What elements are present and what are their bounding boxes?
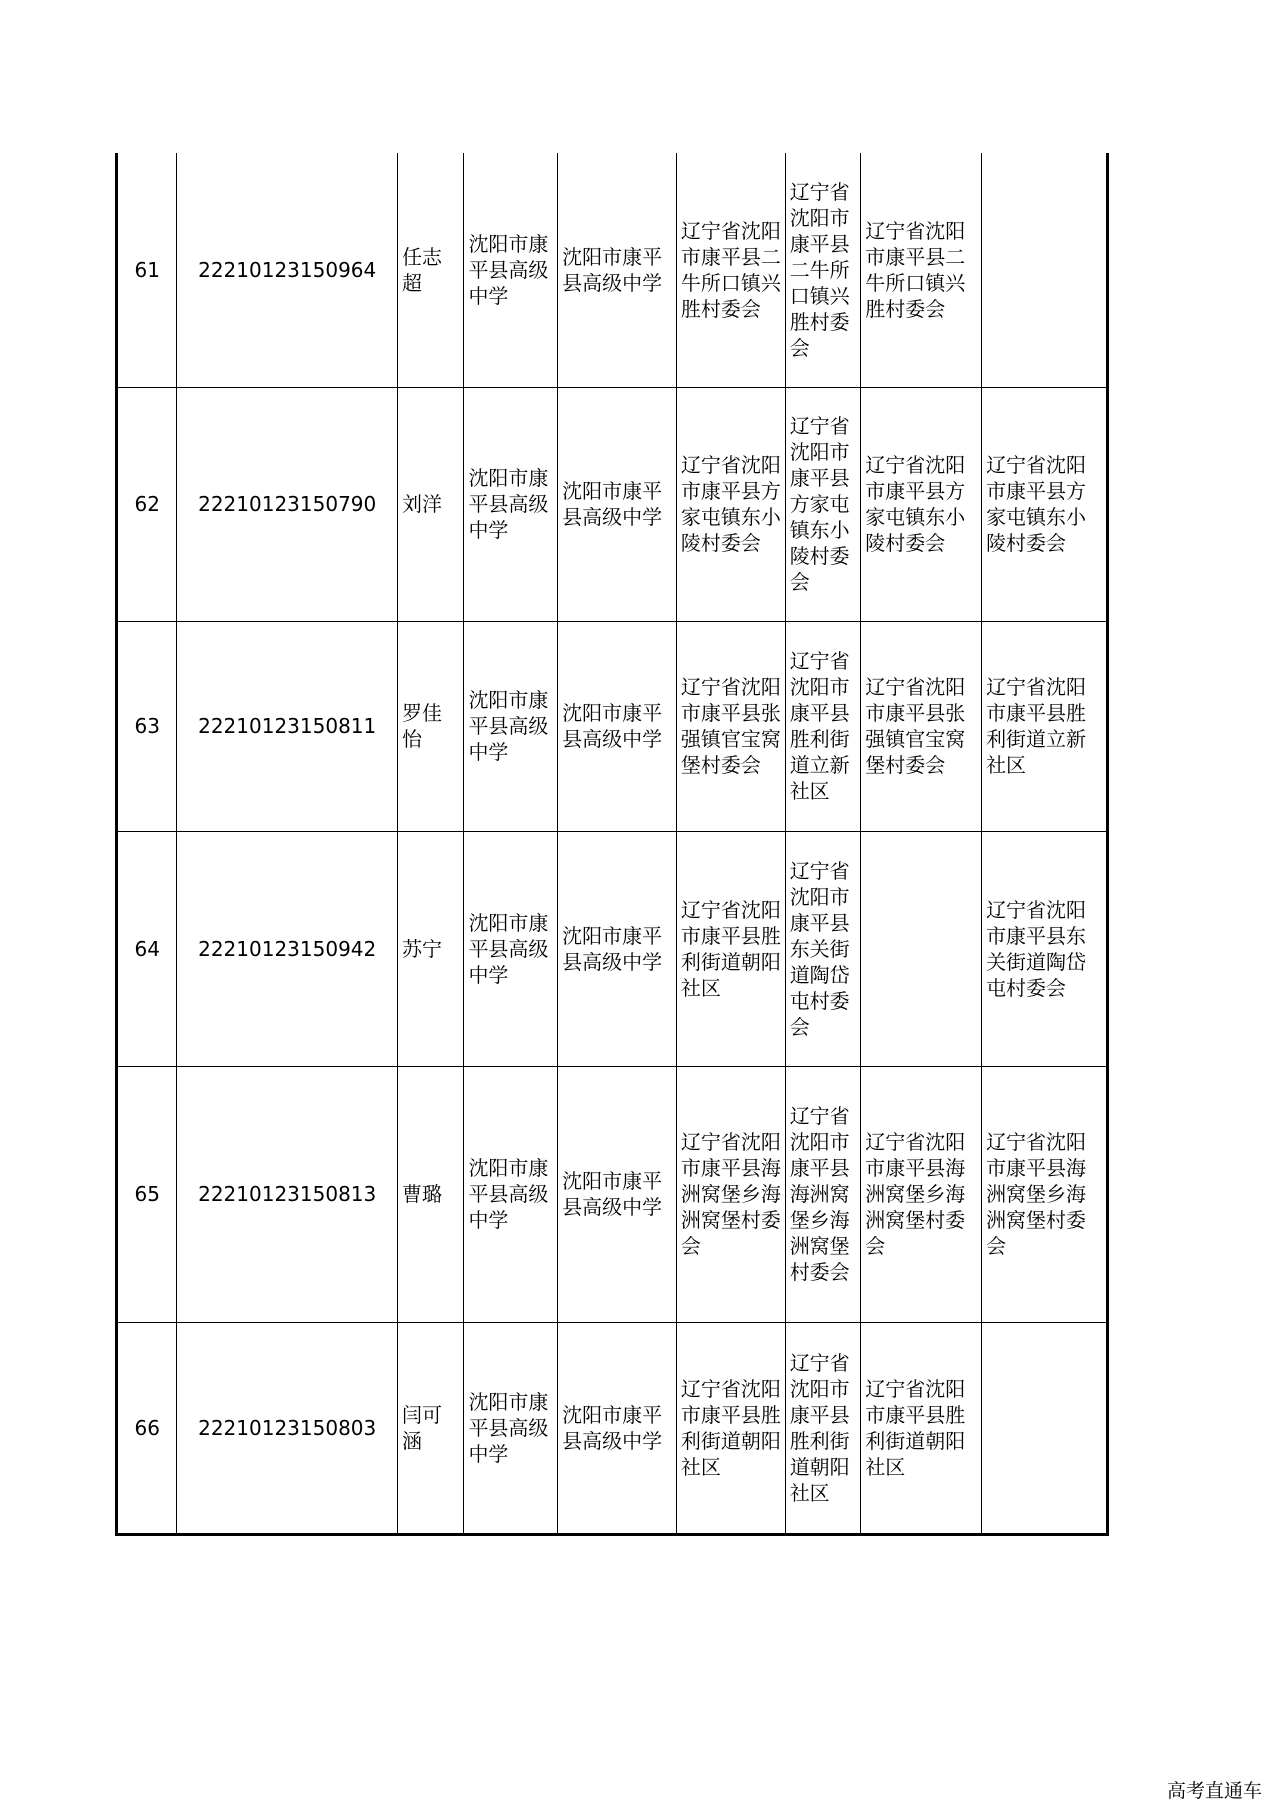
student-name: 闫可涵	[397, 1322, 463, 1534]
address-3	[861, 831, 982, 1066]
exam-id: 22210123150813	[177, 1066, 398, 1322]
school-name: 沈阳市康平县高级中学	[464, 153, 558, 387]
school-name: 沈阳市康平县高级中学	[464, 831, 558, 1066]
table-row	[117, 153, 1108, 387]
school-name: 沈阳市康平县高级中学	[464, 1066, 558, 1322]
address-1: 辽宁省沈阳市康平县海洲窝堡乡海洲窝堡村委会	[676, 1066, 785, 1322]
school-full-name: 沈阳市康平县高级中学	[558, 1322, 677, 1534]
exam-id: 22210123150790	[177, 387, 398, 621]
address-4: 辽宁省沈阳市康平县东关街道陶岱屯村委会	[982, 831, 1108, 1066]
exam-id: 22210123150803	[177, 1322, 398, 1534]
table-row	[117, 387, 1108, 621]
row-number: 62	[117, 387, 177, 621]
school-name: 沈阳市康平县高级中学	[464, 387, 558, 621]
school-full-name: 沈阳市康平县高级中学	[558, 387, 677, 621]
address-2: 辽宁省沈阳市康平县东关街道陶岱屯村委会	[785, 831, 861, 1066]
row-number: 63	[117, 621, 177, 831]
exam-id: 22210123150964	[177, 153, 398, 387]
school-name: 沈阳市康平县高级中学	[464, 1322, 558, 1534]
address-2: 辽宁省沈阳市康平县胜利街道朝阳社区	[785, 1322, 861, 1534]
address-4: 辽宁省沈阳市康平县胜利街道立新社区	[982, 621, 1108, 831]
address-3: 辽宁省沈阳市康平县胜利街道朝阳社区	[861, 1322, 982, 1534]
address-3: 辽宁省沈阳市康平县方家屯镇东小陵村委会	[861, 387, 982, 621]
address-3: 辽宁省沈阳市康平县海洲窝堡乡海洲窝堡村委会	[861, 1066, 982, 1322]
school-full-name: 沈阳市康平县高级中学	[558, 621, 677, 831]
records-table	[115, 153, 1109, 1536]
student-name: 任志超	[397, 153, 463, 387]
school-full-name: 沈阳市康平县高级中学	[558, 153, 677, 387]
school-full-name: 沈阳市康平县高级中学	[558, 1066, 677, 1322]
address-4	[982, 1322, 1108, 1534]
table-row	[117, 621, 1108, 831]
address-2: 辽宁省沈阳市康平县二牛所口镇兴胜村委会	[785, 153, 861, 387]
exam-id: 22210123150811	[177, 621, 398, 831]
school-name: 沈阳市康平县高级中学	[464, 621, 558, 831]
row-number: 64	[117, 831, 177, 1066]
address-1: 辽宁省沈阳市康平县胜利街道朝阳社区	[676, 831, 785, 1066]
watermark-text: 高考直通车	[1166, 1780, 1262, 1802]
address-2: 辽宁省沈阳市康平县胜利街道立新社区	[785, 621, 861, 831]
address-3: 辽宁省沈阳市康平县二牛所口镇兴胜村委会	[861, 153, 982, 387]
table-row	[117, 1066, 1108, 1322]
row-number: 61	[117, 153, 177, 387]
student-name: 苏宁	[397, 831, 463, 1066]
table-row	[117, 831, 1108, 1066]
student-name: 曹璐	[397, 1066, 463, 1322]
row-number: 66	[117, 1322, 177, 1534]
address-2: 辽宁省沈阳市康平县海洲窝堡乡海洲窝堡村委会	[785, 1066, 861, 1322]
address-1: 辽宁省沈阳市康平县张强镇官宝窝堡村委会	[676, 621, 785, 831]
row-number: 65	[117, 1066, 177, 1322]
address-2: 辽宁省沈阳市康平县方家屯镇东小陵村委会	[785, 387, 861, 621]
school-full-name: 沈阳市康平县高级中学	[558, 831, 677, 1066]
address-3: 辽宁省沈阳市康平县张强镇官宝窝堡村委会	[861, 621, 982, 831]
address-4: 辽宁省沈阳市康平县海洲窝堡乡海洲窝堡村委会	[982, 1066, 1108, 1322]
address-1: 辽宁省沈阳市康平县二牛所口镇兴胜村委会	[676, 153, 785, 387]
address-4: 辽宁省沈阳市康平县方家屯镇东小陵村委会	[982, 387, 1108, 621]
exam-id: 22210123150942	[177, 831, 398, 1066]
student-name: 刘洋	[397, 387, 463, 621]
table-row	[117, 1322, 1108, 1534]
address-1: 辽宁省沈阳市康平县方家屯镇东小陵村委会	[676, 387, 785, 621]
address-1: 辽宁省沈阳市康平县胜利街道朝阳社区	[676, 1322, 785, 1534]
address-4	[982, 153, 1108, 387]
student-name: 罗佳怡	[397, 621, 463, 831]
